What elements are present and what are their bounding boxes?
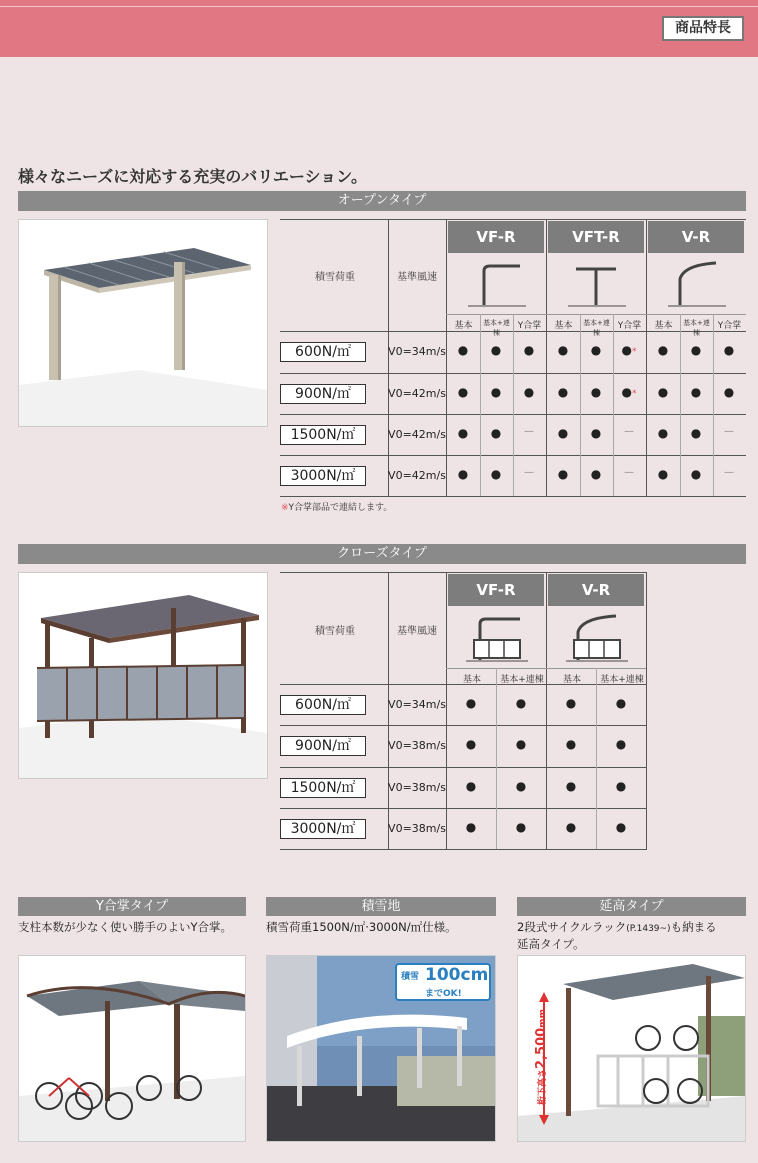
available-dot: ● <box>515 737 527 751</box>
available-dot: ● <box>657 426 669 440</box>
available-dot: ● <box>490 426 502 440</box>
open-table-bottom <box>280 496 746 497</box>
available-dot: ● <box>557 343 569 357</box>
banner-line <box>0 6 758 7</box>
available-dot: ● <box>690 426 702 440</box>
tall-type-photo <box>517 955 746 1142</box>
desc-text: 2段式サイクルラック <box>517 920 627 934</box>
available-dot: ● <box>557 385 569 399</box>
open-label-snow: 積雪荷重 <box>315 272 355 283</box>
desc-ref: (P.1439~) <box>626 924 671 934</box>
open-load-value: 3000N/㎡ <box>280 466 366 486</box>
available-dot: ● <box>515 820 527 834</box>
close-subcol: 基本+連棟 <box>500 675 544 685</box>
close-carport-photo <box>18 572 268 779</box>
open-table-note <box>281 500 392 513</box>
feature-title-y: Y合掌タイプ <box>18 897 246 916</box>
available-dot: ● <box>657 385 669 399</box>
available-dot: ● <box>590 467 602 481</box>
open-model-vf-r: VF-R <box>448 221 544 253</box>
open-subcol: 基本+連棟 <box>683 319 710 337</box>
available-dot: ● <box>690 343 702 357</box>
available-dot: ● <box>465 779 477 793</box>
open-subcol-divider <box>680 314 681 496</box>
top-banner <box>0 0 758 57</box>
available-dot: ● <box>490 385 502 399</box>
open-wind-value: V0=34m/s <box>388 345 446 358</box>
section-badge: 商品特長 <box>662 16 744 41</box>
tall-label-a: 桁下高さ <box>538 1068 548 1105</box>
desc-text: も納まる <box>670 920 717 934</box>
open-wind-value: V0=42m/s <box>388 469 446 482</box>
close-subcol: 基本 <box>562 675 581 685</box>
available-dot: ● <box>565 737 577 751</box>
close-load-value: 900N/㎡ <box>280 736 366 756</box>
close-table-bottom <box>280 849 646 850</box>
close-type-bar: クローズタイプ <box>18 544 746 564</box>
available-dot: ● <box>490 343 502 357</box>
available-dot: ● <box>615 737 627 751</box>
open-subcol: 基本+連棟 <box>483 319 510 337</box>
close-wind-value: V0=38m/s <box>388 739 446 752</box>
not-available-mark: — <box>624 426 634 437</box>
close-wind-value: V0=38m/s <box>388 822 446 835</box>
close-load-value: 1500N/㎡ <box>280 778 366 798</box>
open-subcol-divider <box>580 314 581 496</box>
open-load-value: 900N/㎡ <box>280 384 366 404</box>
available-dot: ● <box>590 385 602 399</box>
feature-title-snow: 積雪地 <box>266 897 496 916</box>
available-dot: ● <box>465 696 477 710</box>
open-subcol: 基本+連棟 <box>583 319 610 337</box>
available-dot: ●* <box>621 385 637 399</box>
available-dot: ● <box>565 820 577 834</box>
close-table-row-line <box>280 725 646 726</box>
close-model-vf-r: VF-R <box>448 574 544 606</box>
open-subcol: Y合掌 <box>517 321 542 331</box>
open-v-r-silhouette-icon <box>648 257 744 309</box>
open-subcol-divider <box>513 314 514 496</box>
available-dot: ● <box>457 343 469 357</box>
available-dot: ● <box>465 820 477 834</box>
close-v-r-silhouette-icon <box>548 610 644 666</box>
available-dot: ● <box>515 779 527 793</box>
available-dot: ● <box>457 385 469 399</box>
note-asterisk: * <box>631 347 637 357</box>
available-dot: ● <box>615 696 627 710</box>
snow-badge-value: 100cm <box>425 965 489 985</box>
not-available-mark: — <box>624 467 634 478</box>
tall-label-c: mm <box>538 1009 548 1028</box>
available-dot: ● <box>557 467 569 481</box>
open-subcol-divider <box>480 314 481 496</box>
open-model-v-r: V-R <box>648 221 744 253</box>
open-table-top <box>280 219 746 220</box>
close-subcol: 基本+連棟 <box>600 675 644 685</box>
open-vf-r-silhouette-icon <box>448 257 544 309</box>
snow-badge-sub: までOK! <box>425 989 462 999</box>
available-dot: ● <box>565 696 577 710</box>
open-wind-value: V0=42m/s <box>388 387 446 400</box>
available-dot: ● <box>515 696 527 710</box>
close-label-snow: 積雪荷重 <box>315 626 355 637</box>
note-mark: ※ <box>281 503 289 513</box>
close-table-vline-4 <box>646 572 647 850</box>
available-dot: ● <box>690 385 702 399</box>
available-dot: ● <box>590 343 602 357</box>
close-load-value: 3000N/㎡ <box>280 819 366 839</box>
tall-height-label <box>534 1002 548 1112</box>
not-available-mark: — <box>524 426 534 437</box>
available-dot: ●* <box>621 343 637 357</box>
available-dot: ● <box>615 779 627 793</box>
close-subcol-divider <box>596 668 597 849</box>
open-subcol: 基本 <box>554 321 573 331</box>
close-subcol-line <box>446 668 646 669</box>
open-subcol: Y合掌 <box>617 321 642 331</box>
open-subcol-line <box>446 314 746 315</box>
open-load-value: 600N/㎡ <box>280 342 366 362</box>
feature-desc-snow: 積雪荷重1500N/㎡·3000N/㎡仕様。 <box>266 920 457 934</box>
open-label-wind: 基準風速 <box>397 272 437 283</box>
available-dot: ● <box>657 467 669 481</box>
snow-photo <box>266 955 496 1142</box>
open-subcol: 基本 <box>654 321 673 331</box>
open-subcol-divider <box>713 314 714 496</box>
available-dot: ● <box>615 820 627 834</box>
available-dot: ● <box>457 467 469 481</box>
open-subcol-divider <box>613 314 614 496</box>
close-subcol-divider <box>496 668 497 849</box>
close-model-v-r: V-R <box>548 574 644 606</box>
close-load-value: 600N/㎡ <box>280 695 366 715</box>
close-wind-value: V0=34m/s <box>388 698 446 711</box>
open-load-value: 1500N/㎡ <box>280 425 366 445</box>
close-table-top <box>280 572 646 573</box>
available-dot: ● <box>523 385 535 399</box>
available-dot: ● <box>590 426 602 440</box>
feature-title-tall: 延高タイプ <box>517 897 746 916</box>
close-wind-value: V0=38m/s <box>388 781 446 794</box>
open-wind-value: V0=42m/s <box>388 428 446 441</box>
page-heading: 様々なニーズに対応する充実のバリエーション。 <box>18 167 367 186</box>
available-dot: ● <box>465 737 477 751</box>
available-dot: ● <box>565 779 577 793</box>
close-label-wind: 基準風速 <box>397 626 437 637</box>
snow-badge <box>395 963 491 1001</box>
available-dot: ● <box>557 426 569 440</box>
available-dot: ● <box>457 426 469 440</box>
available-dot: ● <box>723 343 735 357</box>
not-available-mark: — <box>724 426 734 437</box>
feature-desc-y: 支柱本数が少なく使い勝手のよいY合掌。 <box>18 920 233 934</box>
close-table-row-line <box>280 808 646 809</box>
snow-badge-label: 積雪 <box>401 972 420 982</box>
close-table-row-line <box>280 767 646 768</box>
open-subcol: Y合掌 <box>717 321 742 331</box>
not-available-mark: — <box>524 467 534 478</box>
available-dot: ● <box>723 385 735 399</box>
open-subcol: 基本 <box>454 321 473 331</box>
open-carport-photo <box>18 219 268 427</box>
not-available-mark: — <box>724 467 734 478</box>
feature-desc-tall <box>517 920 717 952</box>
y-type-photo <box>18 955 246 1142</box>
note-asterisk: * <box>631 389 637 399</box>
open-vft-r-silhouette-icon <box>548 257 644 309</box>
open-model-vft-r: VFT-R <box>548 221 644 253</box>
close-vf-r-silhouette-icon <box>448 610 544 666</box>
available-dot: ● <box>690 467 702 481</box>
tall-label-b: 2,500 <box>534 1027 549 1069</box>
available-dot: ● <box>490 467 502 481</box>
open-type-bar: オープンタイプ <box>18 191 746 211</box>
available-dot: ● <box>523 343 535 357</box>
close-subcol: 基本 <box>462 675 481 685</box>
desc-text: 延高タイプ。 <box>517 937 585 951</box>
note-text: Y合掌部品で連結します。 <box>288 503 393 513</box>
available-dot: ● <box>657 343 669 357</box>
